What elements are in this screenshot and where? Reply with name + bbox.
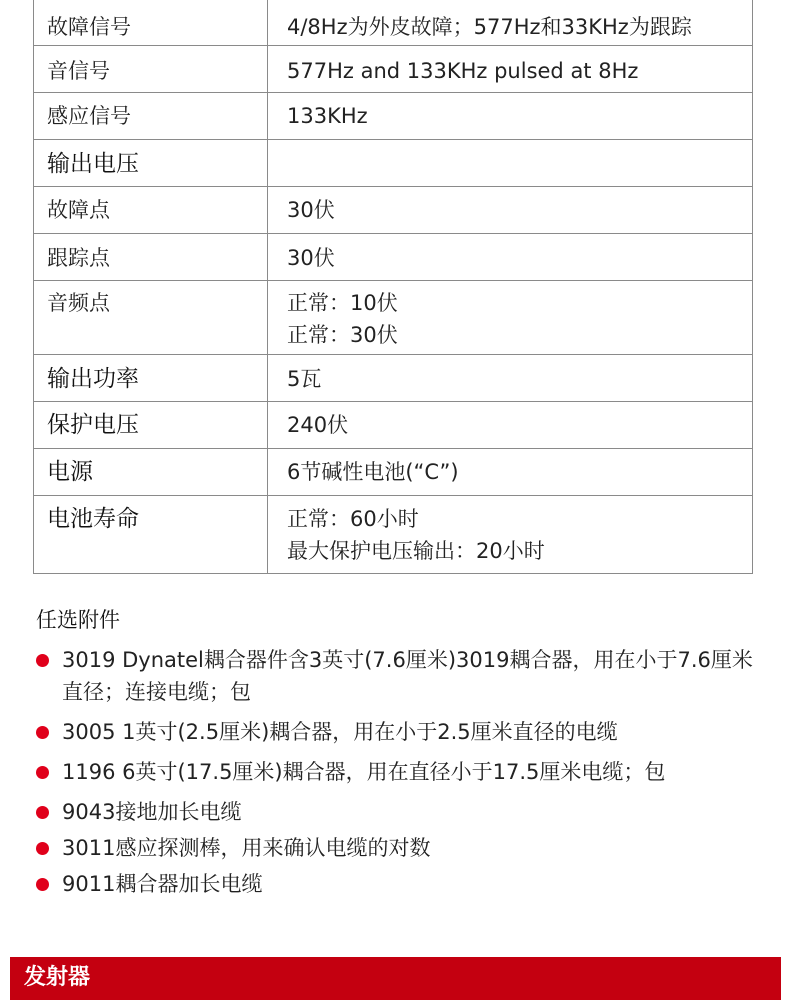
spec-row-induction-signal [34, 93, 753, 140]
accessory-text: 3011感应探测棒，用来确认电缆的对数 [62, 836, 431, 860]
spec-value [268, 93, 753, 140]
spec-value [268, 234, 753, 281]
spec-value-line: 30伏 [287, 198, 335, 222]
accessory-text: 9043接地加长电缆 [62, 800, 242, 824]
bullet-dot-icon [36, 842, 49, 855]
spec-label: 感应信号 [34, 93, 268, 140]
accessory-text: 3019 Dynatel耦合器件含3英寸(7.6厘米)3019耦合器，用在小于7.6厘米直径；连接电缆；包 [62, 648, 753, 704]
bullet-dot-icon [36, 654, 49, 667]
spec-value-line: 577Hz and 133KHz pulsed at 8Hz [287, 59, 639, 83]
spec-row-fault-point [34, 187, 753, 234]
spec-value [268, 140, 753, 187]
list-item [36, 756, 768, 788]
spec-label: 音频点 [34, 281, 268, 355]
list-item [36, 716, 768, 748]
spec-row-battery-life [34, 496, 753, 574]
spec-value [268, 187, 753, 234]
spec-label: 跟踪点 [34, 234, 268, 281]
list-item [36, 644, 768, 708]
spec-value [268, 0, 753, 46]
spec-value [268, 355, 753, 402]
spec-value [268, 46, 753, 93]
spec-value-line: 正常：10伏 [287, 291, 398, 315]
spec-value [268, 449, 753, 496]
spec-row-protection-voltage [34, 402, 753, 449]
spec-label: 电源 [34, 449, 268, 496]
spec-value-line: 正常：60小时 [287, 507, 419, 531]
spec-row-audio-point [34, 281, 753, 355]
spec-row-output-power [34, 355, 753, 402]
spec-row-trace-point [34, 234, 753, 281]
spec-label: 故障信号 [34, 0, 268, 46]
accessory-text: 9011耦合器加长电缆 [62, 872, 263, 896]
spec-value-line: 4/8Hz为外皮故障；577Hz和33KHz为跟踪 [287, 15, 692, 39]
spec-label: 音信号 [34, 46, 268, 93]
spec-value-line: 正常：30伏 [287, 323, 398, 347]
spec-label: 输出功率 [34, 355, 268, 402]
accessory-text: 1196 6英寸(17.5厘米)耦合器，用在直径小于17.5厘米电缆；包 [62, 760, 666, 784]
spec-row-power-source [34, 449, 753, 496]
spec-value [268, 496, 753, 574]
spec-value [268, 402, 753, 449]
list-item [36, 796, 768, 828]
spec-value-line: 最大保护电压输出：20小时 [287, 539, 545, 563]
spec-row-fault-signal [34, 0, 753, 46]
accessories-list [36, 644, 768, 904]
bullet-dot-icon [36, 766, 49, 779]
spec-value [268, 281, 753, 355]
section-header-title: 发射器 [24, 965, 91, 990]
spec-label: 故障点 [34, 187, 268, 234]
bullet-dot-icon [36, 878, 49, 891]
spec-label: 保护电压 [34, 402, 268, 449]
spec-table [33, 0, 753, 574]
section-header-bar [10, 957, 781, 1000]
list-item [36, 868, 768, 900]
accessories-title: 任选附件 [36, 608, 120, 632]
spec-value-line: 30伏 [287, 246, 335, 270]
bullet-dot-icon [36, 726, 49, 739]
spec-value-line: 240伏 [287, 413, 349, 437]
spec-label: 输出电压 [34, 140, 268, 187]
list-item [36, 832, 768, 864]
accessory-text: 3005 1英寸(2.5厘米)耦合器，用在小于2.5厘米直径的电缆 [62, 720, 618, 744]
spec-value-line: 6节碱性电池(“C”) [287, 460, 459, 484]
spec-label: 电池寿命 [34, 496, 268, 574]
spec-row-output-voltage [34, 140, 753, 187]
spec-value-line: 133KHz [287, 104, 368, 128]
bullet-dot-icon [36, 806, 49, 819]
spec-value-line: 5瓦 [287, 367, 322, 391]
spec-row-tone-signal [34, 46, 753, 93]
